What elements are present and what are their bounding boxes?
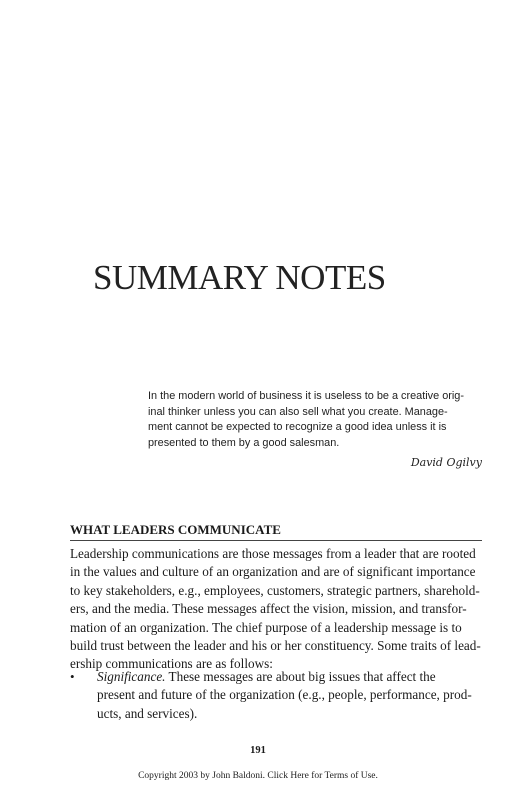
bullet-line: ucts, and services). xyxy=(97,705,198,721)
epigraph-line: In the modern world of business it is useless to be a creative orig- xyxy=(148,390,464,402)
paragraph-line: in the values and culture of an organization and are of significant importance xyxy=(70,564,476,580)
list-item xyxy=(70,668,484,723)
paragraph-line: mation of an organization. The chief purpose of a leadership message is to xyxy=(70,619,462,635)
page-number: 191 xyxy=(250,745,266,756)
bullet-line: present and future of the organization (e.g., people, performance, prod- xyxy=(97,687,472,703)
body-paragraph xyxy=(70,545,484,674)
bullet-marker: • xyxy=(70,669,75,684)
paragraph-line: to key stakeholders, e.g., employees, customers, strategic partners, sharehold- xyxy=(70,582,480,598)
bullet-text: These messages are about big issues that affect the xyxy=(165,669,436,684)
epigraph-line: ment cannot be expected to recognize a good idea unless it is xyxy=(148,421,447,434)
paragraph-line: ers, and the media. These messages affect the vision, mission, and transfor- xyxy=(70,601,467,617)
epigraph-attribution: David Ogilvy xyxy=(410,456,482,469)
bullet-first-line xyxy=(97,668,484,686)
bullet-term: Significance. xyxy=(97,669,166,684)
copyright-notice: Copyright 2003 by John Baldoni. Click Here for Terms of Use. xyxy=(138,771,378,781)
bullet-list xyxy=(70,668,484,723)
epigraph-line: presented to them by a good salesman. xyxy=(148,436,340,449)
epigraph-line: inal thinker unless you can also sell what you create. Manage- xyxy=(148,405,448,418)
chapter-title: SUMMARY NOTES xyxy=(93,258,386,297)
paragraph-line: build trust between the leader and his or her constituency. Some traits of lead- xyxy=(70,638,481,654)
epigraph-quote xyxy=(148,389,482,451)
section-heading: WHAT LEADERS COMMUNICATE xyxy=(70,522,482,541)
paragraph-line: ership communications are as follows: xyxy=(70,656,273,672)
paragraph-line: Leadership communications are those messages from a leader that are rooted xyxy=(70,546,476,561)
